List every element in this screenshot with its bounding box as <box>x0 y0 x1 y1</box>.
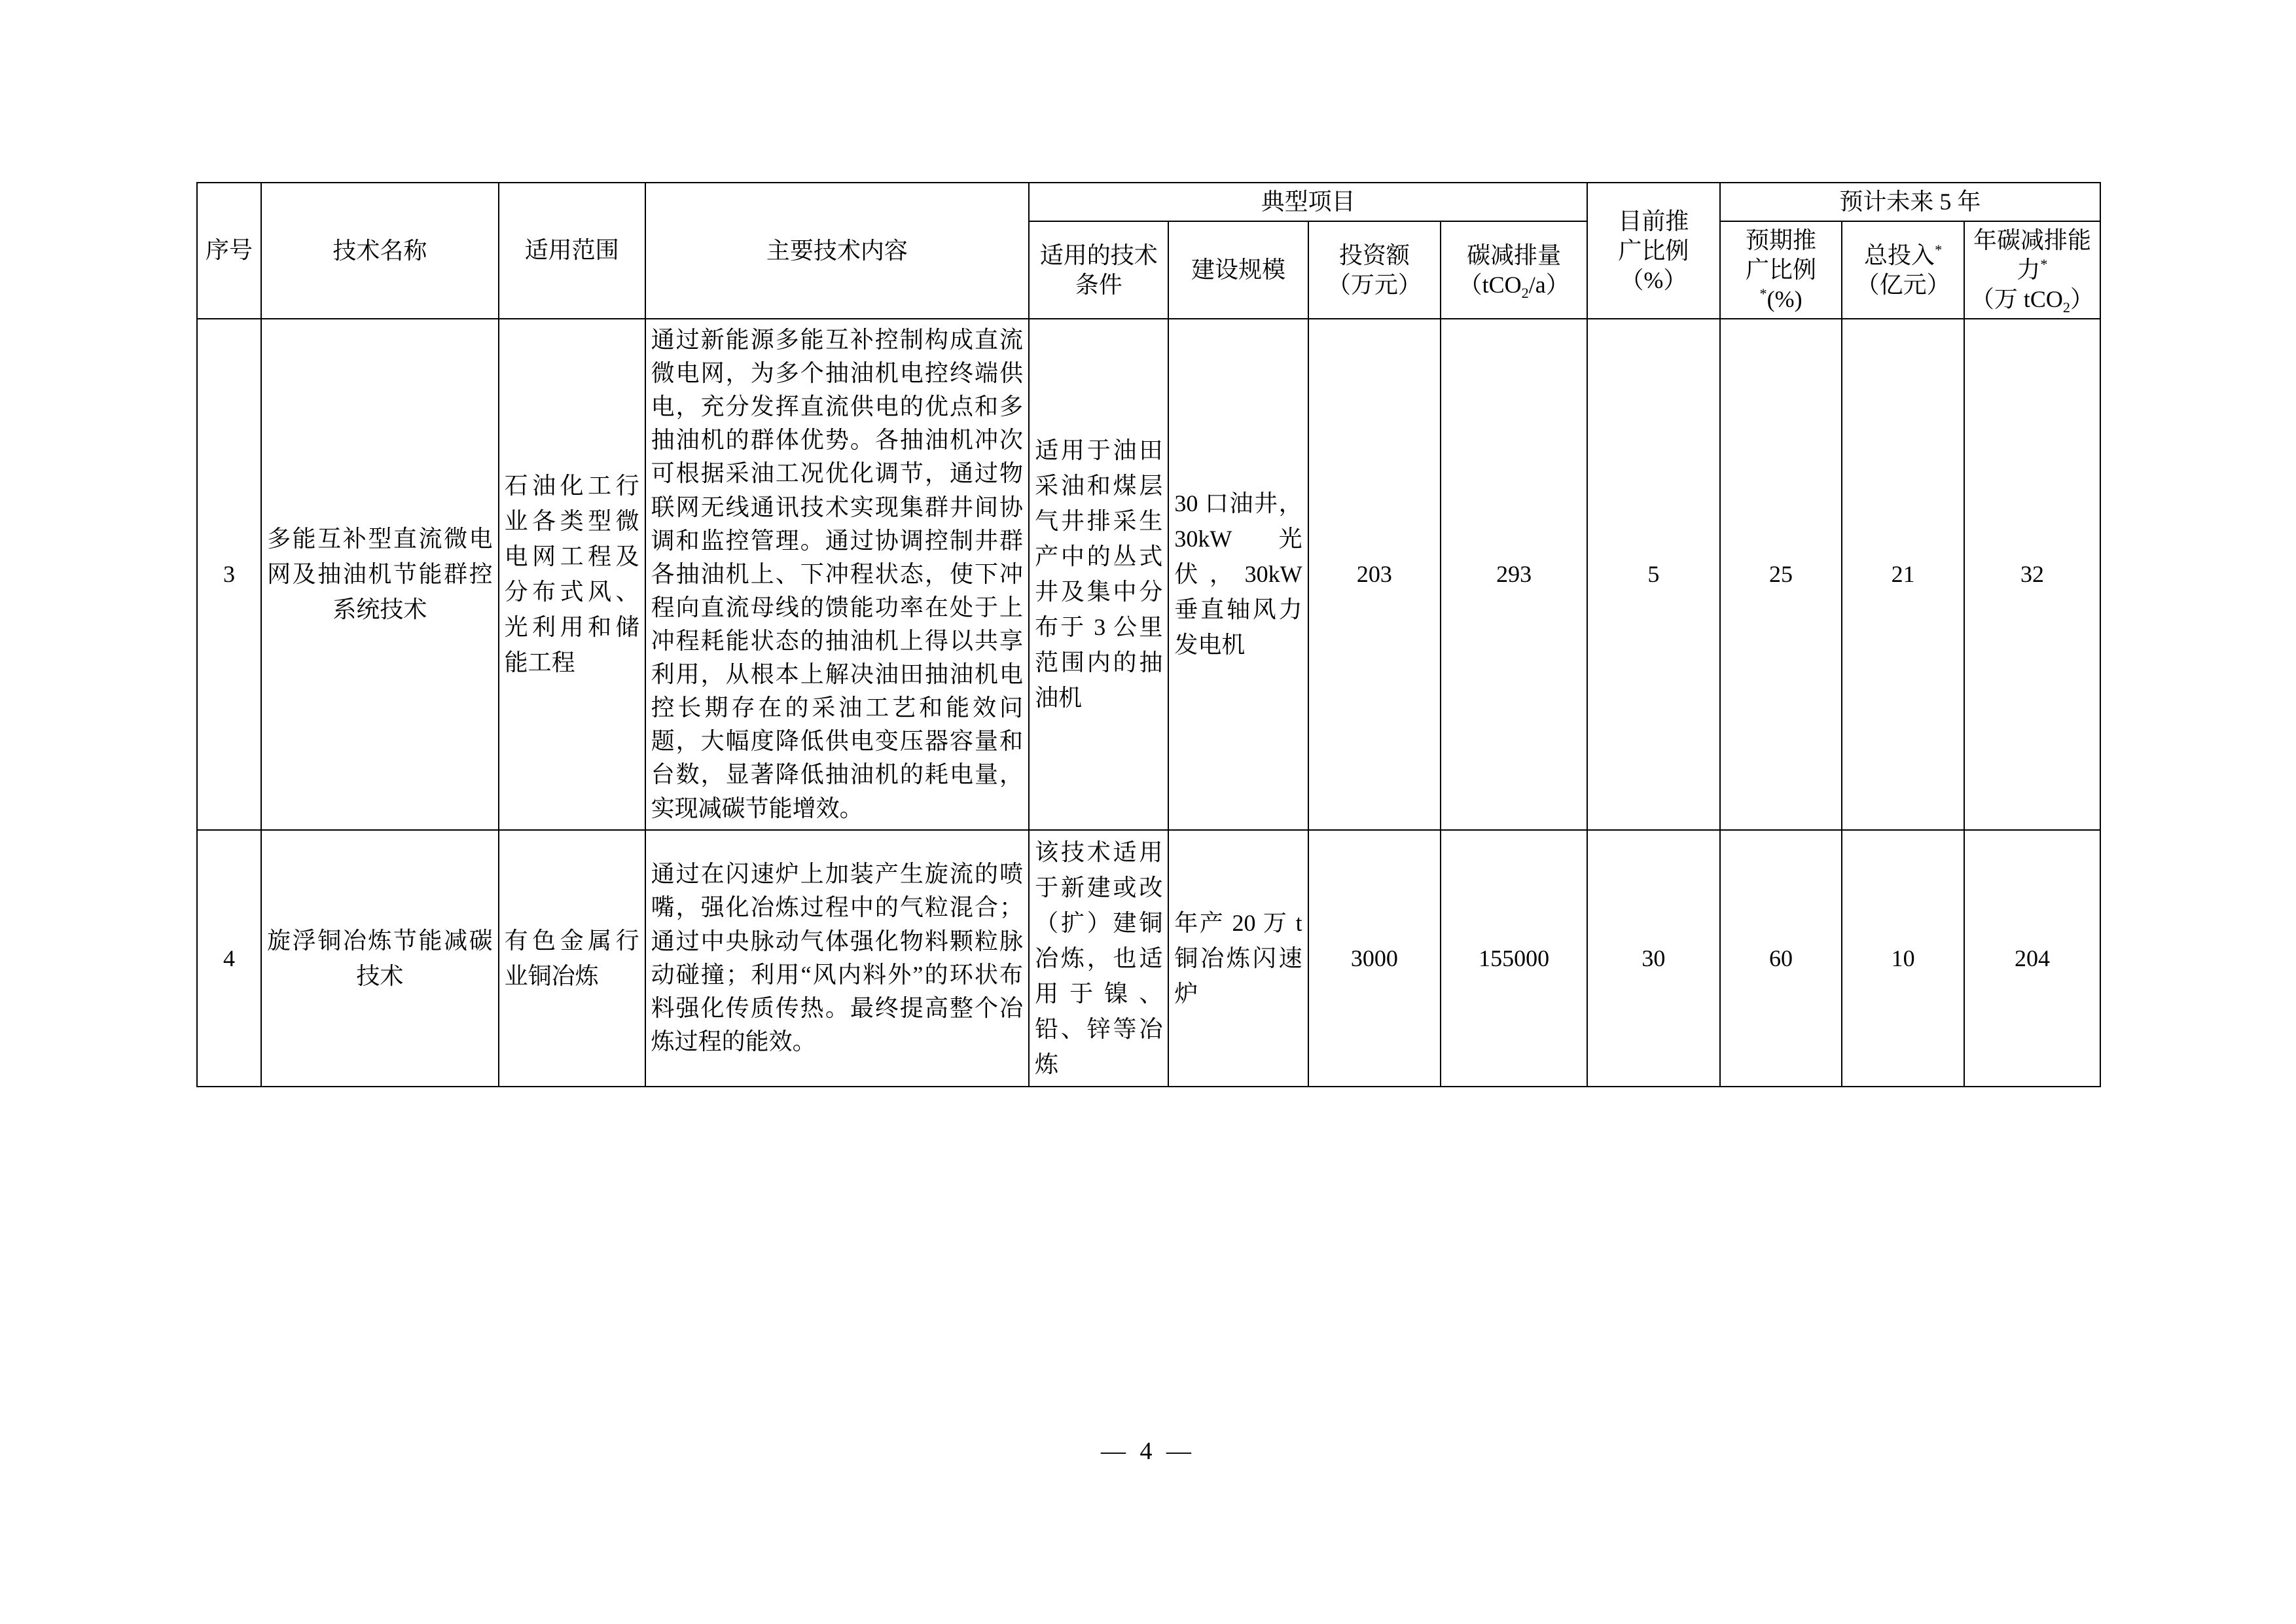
cell-main-content: 通过在闪速炉上加装产生旋流的喷嘴，强化冶炼过程中的气粒混合；通过中央脉动气体强化物料颗粒脉动碰撞；利用“风内料外”的环状布料强化传质传热。最终提高整个冶炼过程的能效。 <box>645 830 1029 1087</box>
header-current-promotion: 目前推 广比例 （%） <box>1587 183 1720 319</box>
cell-build-scale: 30 口油井，30kW 光伏，30kW 垂直轴风力发电机 <box>1168 319 1308 830</box>
header-scope: 适用范围 <box>499 183 645 319</box>
header-annual-capacity: 年碳减排能 力* （万 tCO$_2$） <box>1964 221 2100 319</box>
header-typical-project: 典型项目 <box>1029 183 1587 221</box>
technology-table-wrapper <box>196 182 2101 1087</box>
cell-main-content: 通过新能源多能互补控制构成直流微电网，为多个抽油机电控终端供电，充分发挥直流供电的优点和多抽油机的群体优势。各抽油机冲次可根据采油工况优化调节，通过物联网无线通讯技术实现集群井间协调和监控管理。通过协调控制井群各抽油机上、下冲程状态，使下冲程向直流母线的馈能功率在处于上冲程耗能状态的抽油机上得以共享利用，从根本上解决油田抽油机电控长期存在的采油工艺和能效问题，大幅度降低供电变压器容量和台数，显著降低抽油机的耗电量，实现减碳节能增效。 <box>645 319 1029 830</box>
header-tech-name: 技术名称 <box>261 183 499 319</box>
header-carbon-reduction: 碳减排量 （tCO$_2$/a） <box>1441 221 1587 319</box>
cell-carbon-reduction: 155000 <box>1441 830 1587 1087</box>
cell-seq: 3 <box>197 319 261 830</box>
header-total-input: 总投入* （亿元） <box>1842 221 1964 319</box>
header-investment: 投资额 （万元） <box>1308 221 1441 319</box>
cell-tech-name: 多能互补型直流微电网及抽油机节能群控系统技术 <box>261 319 499 830</box>
cell-carbon-reduction: 293 <box>1441 319 1587 830</box>
table-row <box>197 830 2100 1087</box>
cell-scope: 有色金属行业铜冶炼 <box>499 830 645 1087</box>
header-seq: 序号 <box>197 183 261 319</box>
page-number: — 4 — <box>1101 1437 1195 1465</box>
cell-scope: 石油化工行业各类型微电网工程及分布式风、光利用和储能工程 <box>499 319 645 830</box>
cell-applicable-condition: 适用于油田采油和煤层气井排采生产中的丛式井及集中分布于 3 公里范围内的抽油机 <box>1029 319 1168 830</box>
cell-annual-capacity: 204 <box>1964 830 2100 1087</box>
header-expected-promotion: 预期推 广比例 *(%) <box>1720 221 1842 319</box>
table-header-row-1 <box>197 183 2100 221</box>
technology-table <box>196 182 2101 1087</box>
header-expected-promotion-unit: *(%) <box>1759 285 1803 312</box>
header-build-scale: 建设规模 <box>1168 221 1308 319</box>
table-row <box>197 319 2100 830</box>
header-next-5-years: 预计未来 5 年 <box>1720 183 2100 221</box>
cell-tech-name: 旋浮铜冶炼节能减碳技术 <box>261 830 499 1087</box>
cell-seq: 4 <box>197 830 261 1087</box>
cell-build-scale: 年产 20 万 t 铜冶炼闪速炉 <box>1168 830 1308 1087</box>
cell-expected-promotion: 60 <box>1720 830 1842 1087</box>
cell-investment: 3000 <box>1308 830 1441 1087</box>
cell-expected-promotion: 25 <box>1720 319 1842 830</box>
cell-annual-capacity: 32 <box>1964 319 2100 830</box>
cell-total-input: 21 <box>1842 319 1964 830</box>
cell-total-input: 10 <box>1842 830 1964 1087</box>
cell-current-promotion: 30 <box>1587 830 1720 1087</box>
cell-current-promotion: 5 <box>1587 319 1720 830</box>
header-carbon-reduction-unit: （tCO$_2$/a） <box>1458 271 1570 301</box>
header-applicable-condition: 适用的技术条件 <box>1029 221 1168 319</box>
header-annual-capacity-unit: （万 tCO$_2$） <box>1970 286 2094 316</box>
header-main-content: 主要技术内容 <box>645 183 1029 319</box>
cell-applicable-condition: 该技术适用于新建或改（扩）建铜冶炼，也适用于镍、铅、锌等冶炼 <box>1029 830 1168 1087</box>
cell-investment: 203 <box>1308 319 1441 830</box>
